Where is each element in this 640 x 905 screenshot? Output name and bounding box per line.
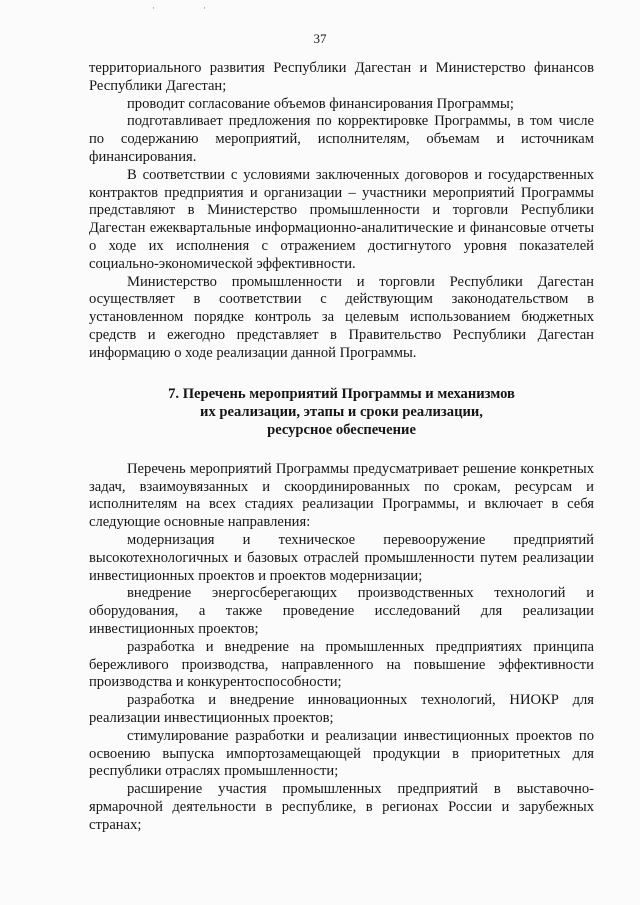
paragraph: проводит согласование объемов финансирования Программы; bbox=[127, 95, 514, 112]
document-body bbox=[89, 60, 594, 835]
list-paragraph: внедрение энергосберегающих производственных технологий и оборудования, а также проведение исследований для реализации инвестиционных проектов; bbox=[89, 585, 594, 637]
paragraph: Министерство промышленности и торговли Республики Дагестан осуществляет в соответствии с действующим законодательством в установленном порядке контроль за целевым использованием бюджетных средств и ежегодно представляет в Правительство Республики Дагестан информацию о ходе реализации данной Программы. bbox=[89, 273, 594, 361]
section-heading-line: их реализации, этапы и сроки реализации, bbox=[200, 403, 483, 420]
list-paragraph: стимулирование разработки и реализации инвестиционных проектов по освоению выпуска импортозамещающей продукции в приоритетных для республики отраслях промышленности; bbox=[89, 727, 594, 780]
paragraph: подготавливает предложения по корректировке Программы, в том числе по содержанию мероприятий, исполнителям, объемам и источникам финансирования. bbox=[89, 113, 594, 165]
section-heading-line: 7. Перечень мероприятий Программы и механизмов bbox=[168, 385, 515, 402]
list-paragraph: модернизация и техническое перевооружение предприятий высокотехнологичных и базовых отраслей промышленности путем реализации инвестиционных проектов и проектов модернизации; bbox=[89, 531, 594, 584]
section-heading-line: ресурсное обеспечение bbox=[267, 422, 416, 439]
scan-artifact-dot: · bbox=[203, 3, 206, 13]
paragraph: территориального развития Республики Дагестан и Министерство финансов Республики Дагестан; bbox=[89, 60, 594, 94]
list-paragraph: разработка и внедрение инновационных технологий, НИОКР для реализации инвестиционных проектов; bbox=[89, 692, 594, 726]
paragraphs-before-heading bbox=[89, 60, 594, 363]
section-heading bbox=[89, 385, 594, 440]
list-paragraph: расширение участия промышленных предприятий в выставочно-ярмарочной деятельности в республике, в регионах России и зарубежных странах; bbox=[89, 781, 594, 833]
paragraph: В соответствии с условиями заключенных договоров и государственных контрактов предприятия и организации – участники мероприятий Программы представляют в Министерство промышленности и торговли Республики Дагестан ежеквартальные информационно-аналитические и финансовые отчеты о ходе их исполнения с отражением достигнутого уровня показателей социально-экономической эффективности. bbox=[89, 166, 594, 272]
list-paragraph: разработка и внедрение на промышленных предприятиях принципа бережливого производства, направленного на повышение эффективности производства и конкурентоспособности; bbox=[89, 638, 594, 691]
scan-artifact-dot: · bbox=[152, 3, 155, 13]
paragraphs-after-heading bbox=[89, 461, 594, 835]
page-number: 37 bbox=[313, 31, 327, 46]
paragraph: Перечень мероприятий Программы предусматривает решение конкретных задач, взаимоувязанных и скоординированных по срокам, ресурсам и исполнителям на всех стадиях реализации Программы, и включает в себя следующие основные направления: bbox=[89, 460, 594, 531]
